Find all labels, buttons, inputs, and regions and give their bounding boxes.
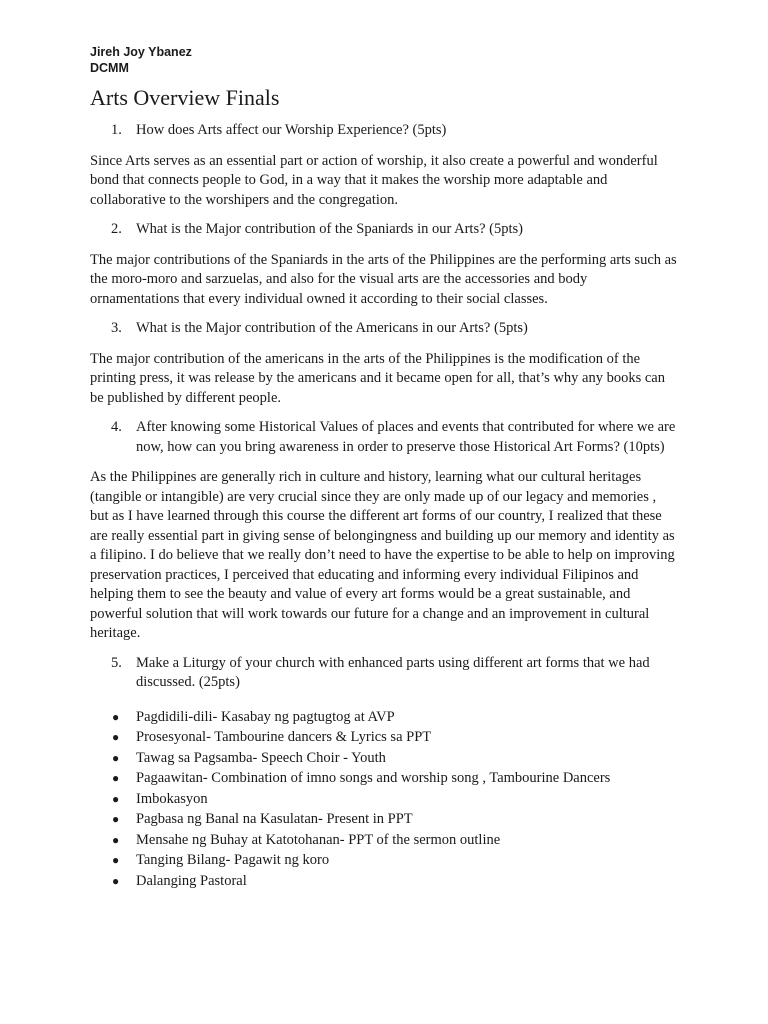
list-item-text: Pagbasa ng Banal na Kasulatan- Present in PPT: [136, 811, 413, 827]
list-item-text: Mensahe ng Buhay at Katotohanan- PPT of the sermon outline: [136, 831, 501, 848]
list-item: [90, 850, 678, 871]
list-item: [90, 768, 678, 789]
question-text: What is the Major contribution of the Spaniards in our Arts? (5pts): [136, 221, 523, 237]
bullet-icon: ●: [112, 853, 120, 867]
list-item-text: Pagaawitan- Combination of imno songs and worship song , Tambourine Dancers: [136, 770, 611, 786]
question-3: [90, 319, 678, 339]
list-item: [90, 830, 678, 851]
question-text: After knowing some Historical Values of places and events that contributed for where we are now, how can you bring awareness in order to preserve those Historical Art Forms? (10pts): [136, 419, 676, 455]
list-item: [90, 748, 678, 769]
list-item-text: Prosesyonal- Tambourine dancers & Lyrics sa PPT: [136, 729, 432, 745]
question-text: Make a Liturgy of your church with enhanced parts using different art forms that we had discussed. (25pts): [136, 654, 650, 690]
answer-4: As the Philippines are generally rich in culture and history, learning what our cultural heritages (tangible or intangible) are very crucial since they are only made up of our legacy and memories , but as I have learned through this course the different art forms of our country, I realized that these are really essential part in giving sense of belongingness and building up our memory and identity as a filipino. I do believe that we really don’t need to have the expertise to be able to help on improving preservation practices, I perceived that educating and informing every individual Filipinos and helping them to see the beauty and value of every art forms would be a great sustainable, and powerful solution that will work towards our future for a change and an improvement in cultural heritage.: [90, 469, 675, 641]
list-item-text: Imbokasyon: [136, 790, 208, 807]
question-1: [90, 121, 678, 141]
question-number: 3.: [111, 320, 122, 336]
list-item-text: Tanging Bilang- Pagawit ng koro: [136, 852, 330, 868]
question-number: 5.: [111, 654, 122, 671]
bullet-icon: ●: [112, 832, 120, 847]
question-number: 4.: [111, 419, 122, 435]
bullet-icon: ●: [112, 730, 120, 744]
list-item: [90, 707, 678, 728]
question-number: 2.: [111, 221, 122, 237]
bullet-icon: ●: [112, 812, 120, 826]
question-4: [90, 418, 678, 457]
document-title: Arts Overview Finals: [90, 85, 280, 110]
list-item: [90, 809, 678, 830]
answer-1: Since Arts serves as an essential part or action of worship, it also create a powerful and wonderful bond that connects people to God, in a way that it makes the worship more adaptable and collaborative to the worshipers and the congregation.: [90, 152, 658, 208]
bullet-icon: ●: [112, 791, 120, 806]
answer-3: The major contribution of the americans in the arts of the Philippines is the modification of the printing press, it was release by the americans and it became open for all, that’s why any books can be published by different people.: [90, 350, 665, 406]
question-text: What is the Major contribution of the Americans in our Arts? (5pts): [136, 320, 528, 336]
bullet-icon: ●: [112, 771, 120, 785]
list-item: [90, 727, 678, 748]
list-item-text: Tawag sa Pagsamba- Speech Choir - Youth: [136, 749, 386, 766]
question-text: How does Arts affect our Worship Experience? (5pts): [136, 122, 447, 138]
liturgy-list: [90, 707, 678, 892]
bullet-icon: ●: [112, 873, 120, 888]
question-5: [90, 654, 678, 693]
question-2: [90, 220, 678, 240]
list-item: [90, 789, 678, 810]
list-item-text: Pagdidili-dili- Kasabay ng pagtugtog at AVP: [136, 708, 395, 725]
list-item-text: Dalanging Pastoral: [136, 872, 247, 889]
author-name: Jireh Joy Ybanez: [90, 45, 192, 59]
bullet-icon: ●: [112, 709, 120, 724]
answer-2: The major contributions of the Spaniards in the arts of the Philippines are the performing arts such as the moro-moro and sarzuelas, and also for the visual arts are the accessories and body ornamentations that every individual owned it according to their social classes.: [90, 251, 677, 307]
bullet-icon: ●: [112, 750, 120, 765]
question-number: 1.: [111, 122, 122, 138]
list-item: [90, 871, 678, 892]
program-name: DCMM: [90, 61, 129, 75]
